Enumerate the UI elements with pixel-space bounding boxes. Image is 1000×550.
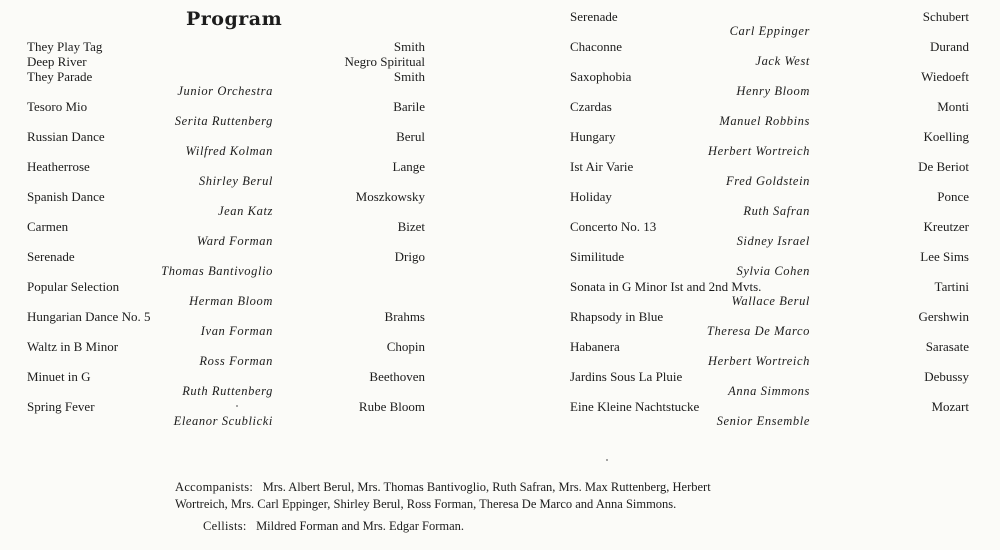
piece-title: Rhapsody in Blue [570,309,664,324]
piece-title: Hungary [570,129,616,144]
composer-name: Berul [396,129,425,144]
composer-name: Wiedoeft [921,69,969,84]
accompanists-line-2: Wortreich, Mrs. Carl Eppinger, Shirley Berul, Ross Forman, Theresa De Marco and Anna Simmons. [175,497,677,511]
composer-name: Lee Sims [920,249,969,264]
composer-name: Moszkowsky [355,189,425,204]
cellists-label: Cellists: [203,519,247,533]
performer-name: Eleanor Scublicki [173,414,273,428]
piece-title: Concerto No. 13 [570,219,657,234]
performer-name: Ward Forman [196,234,273,248]
piece-title: Eine Kleine Nachtstucke [570,399,700,414]
composer-name: Beethoven [369,369,425,384]
performer-name: Jean Katz [217,204,273,218]
program-title: Program [186,8,283,30]
performer-name: Herbert Wortreich [708,144,810,158]
composer-name: Drigo [394,249,425,264]
piece-title: Spring Fever [27,399,95,414]
performer-name: Theresa De Marco [706,324,810,338]
composer-name: Kreutzer [923,219,969,234]
performer-name: Anna Simmons [728,384,810,398]
composer-name: Tartini [934,279,969,294]
accompanists-line-1 [175,480,711,495]
performer-name: Herman Bloom [189,294,273,308]
composer-name: Sarasate [925,339,969,354]
performer-name: Wilfred Kolman [185,144,273,158]
piece-title: Hungarian Dance No. 5 [27,309,151,324]
performer-name: Sidney Israel [736,234,810,248]
composer-name: Durand [930,39,969,54]
performer-name: Wallace Berul [731,294,810,308]
composer-name: Bizet [397,219,425,234]
piece-title: Habanera [570,339,620,354]
piece-title: Jardins Sous La Pluie [570,369,683,384]
composer-name: Negro Spiritual [344,54,425,69]
piece-title: Sonata in G Minor Ist and 2nd Mvts. [570,279,762,294]
piece-title: Deep River [27,54,87,69]
piece-title: Chaconne [570,39,622,54]
composer-name: Debussy [924,369,969,384]
performer-name: Manuel Robbins [719,114,810,128]
composer-name: Chopin [386,339,425,354]
print-speck [236,405,238,407]
composer-name: Smith [393,69,425,84]
performer-name: Sylvia Cohen [736,264,810,278]
print-speck [606,459,608,461]
piece-title: Saxophobia [570,69,632,84]
piece-title: Heatherrose [27,159,90,174]
composer-name: Lange [392,159,425,174]
piece-title: They Parade [27,69,93,84]
piece-title: Carmen [27,219,69,234]
performer-name: Henry Bloom [736,84,810,98]
piece-title: Waltz in B Minor [27,339,119,354]
piece-title: Popular Selection [27,279,120,294]
composer-name: Rube Bloom [358,399,425,414]
accompanists-label: Accompanists: [175,480,254,494]
composer-name: Barile [393,99,425,114]
performer-name: Thomas Bantivoglio [161,264,273,278]
composer-name: Mozart [931,399,969,414]
performer-name: Junior Orchestra [177,84,273,98]
composer-name: Ponce [937,189,969,204]
composer-name: Monti [937,99,969,114]
piece-title: Serenade [570,9,618,24]
piece-title: They Play Tag [27,39,103,54]
cellists-line [203,519,464,534]
piece-title: Ist Air Varie [570,159,634,174]
composer-name: Schubert [922,9,969,24]
piece-title: Holiday [570,189,612,204]
cellists-names: Mildred Forman and Mrs. Edgar Forman. [256,519,465,533]
performer-name: Ivan Forman [200,324,273,338]
piece-title: Czardas [570,99,612,114]
performer-name: Herbert Wortreich [708,354,810,368]
piece-title: Serenade [27,249,75,264]
piece-title: Russian Dance [27,129,105,144]
accompanists-names-1: Mrs. Albert Berul, Mrs. Thomas Bantivoglio, Ruth Safran, Mrs. Max Ruttenberg, Herbert [262,480,711,494]
performer-name: Ross Forman [199,354,273,368]
performer-name: Carl Eppinger [729,24,810,38]
performer-name: Fred Goldstein [726,174,810,188]
composer-name: Gershwin [918,309,969,324]
performer-name: Senior Ensemble [716,414,810,428]
performer-name: Ruth Safran [743,204,810,218]
composer-name: De Beriot [918,159,969,174]
piece-title: Similitude [570,249,625,264]
piece-title: Tesoro Mio [27,99,88,114]
performer-name: Ruth Ruttenberg [182,384,273,398]
composer-name: Brahms [384,309,425,324]
piece-title: Spanish Dance [27,189,105,204]
performer-name: Serita Ruttenberg [174,114,273,128]
composer-name: Koelling [923,129,969,144]
performer-name: Shirley Berul [198,174,273,188]
performer-name: Jack West [755,54,810,68]
composer-name: Smith [393,39,425,54]
piece-title: Minuet in G [27,369,91,384]
